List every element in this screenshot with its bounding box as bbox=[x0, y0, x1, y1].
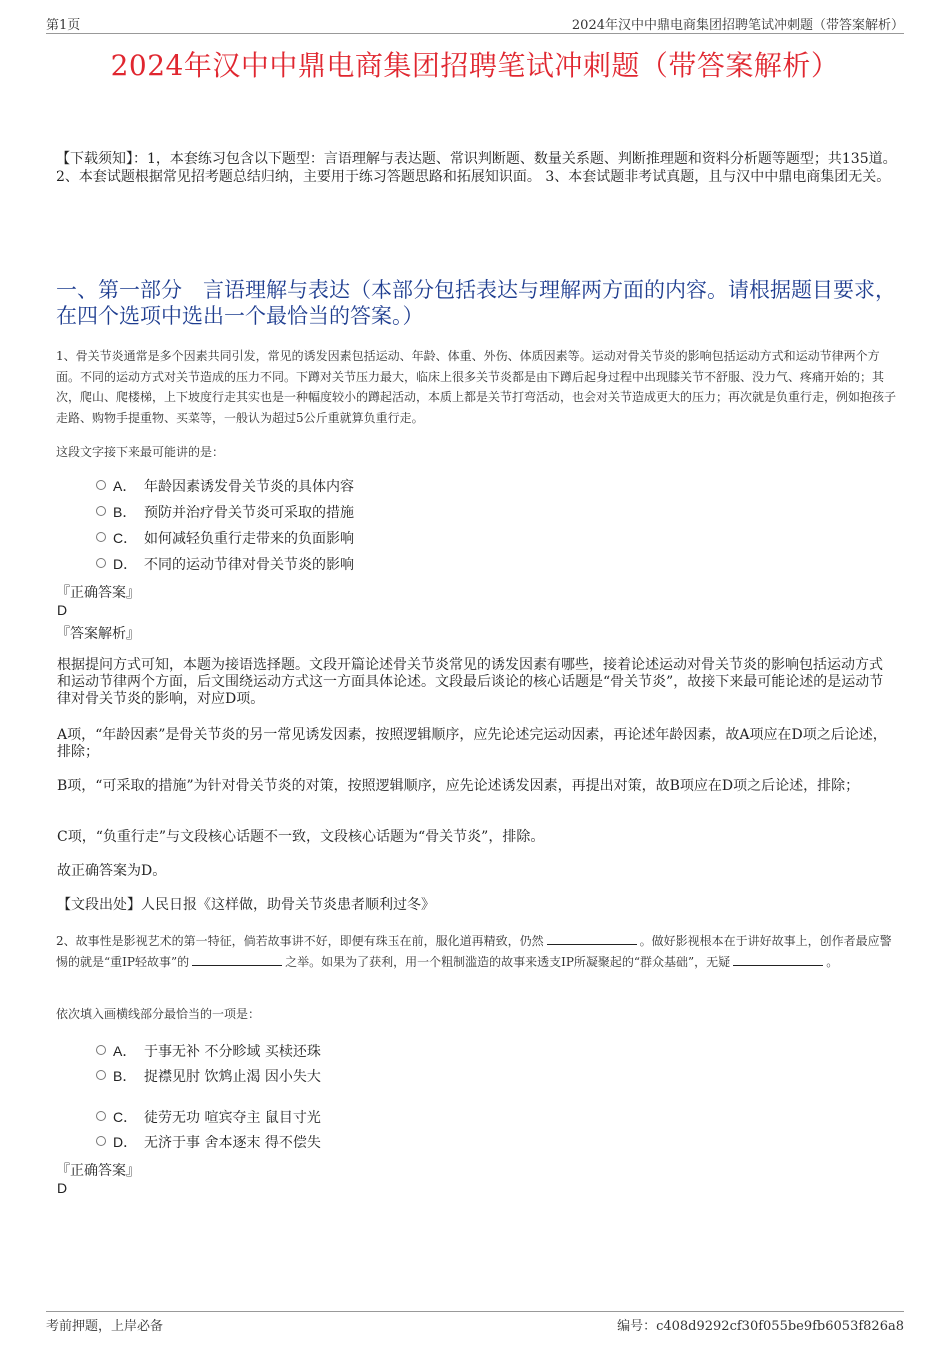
header-doc-title: 2024年汉中中鼎电商集团招聘笔试冲刺题（带答案解析） bbox=[571, 18, 904, 33]
q1-option-c[interactable]: C． 如何减轻负重行走带来的负面影响 bbox=[96, 529, 354, 548]
q1-analysis-para: C项，“负重行走”与文段核心话题不一致，文段核心话题为“骨关节炎”，排除。 bbox=[57, 829, 545, 845]
header-page-number: 第1页 bbox=[46, 18, 81, 33]
q1-source: 【文段出处】人民日报《这样做，助骨关节炎患者顺利过冬》 bbox=[57, 897, 435, 913]
q1-answer-label: 『正确答案』 bbox=[56, 585, 140, 601]
footer-divider bbox=[46, 1311, 904, 1312]
radio-icon[interactable] bbox=[96, 506, 106, 516]
q2-option-c[interactable]: C． 徒劳无功 喧宾夺主 鼠目寸光 bbox=[96, 1108, 321, 1127]
q1-option-a[interactable]: A． 年龄因素诱发骨关节炎的具体内容 bbox=[96, 477, 354, 496]
fill-blank bbox=[192, 953, 282, 966]
header-divider bbox=[46, 33, 904, 34]
q1-option-b[interactable]: B． 预防并治疗骨关节炎可采取的措施 bbox=[96, 503, 354, 522]
fill-blank bbox=[733, 953, 823, 966]
question-2-text: 2、故事性是影视艺术的第一特征，倘若故事讲不好，即便有珠玉在前，服化道再精致，仍然 。做好影视根本在于讲好故事上，创作者最应警惕的就是“重IP轻故事”的 之举。如果为了获利，用一个粗制滥造的故事来透支IP所凝聚起的“群众基础”，无疑 。 bbox=[56, 934, 892, 969]
page-title: 2024年汉中中鼎电商集团招聘笔试冲刺题（带答案解析） bbox=[110, 49, 840, 82]
question-1-prompt: 这段文字接下来最可能讲的是： bbox=[56, 445, 225, 459]
radio-icon[interactable] bbox=[96, 480, 106, 490]
q1-analysis-para: 根据提问方式可知，本题为接语选择题。文段开篇论述骨关节炎常见的诱发因素有哪些，接着论述运动对骨关节炎的影响包括运动方式和运动节律两个方面，后文围绕运动方式这一方面具体论述。文段最后谈论的核心话题是“骨关节炎”，故接下来最可能论述的是运动节律对骨关节炎的影响，对应D项。 bbox=[57, 657, 884, 707]
radio-icon[interactable] bbox=[96, 532, 106, 542]
q2-answer: D bbox=[57, 1180, 68, 1196]
question-1-text: 1、骨关节炎通常是多个因素共同引发，常见的诱发因素包括运动、年龄、体重、外伤、体质因素等。运动对骨关节炎的影响包括运动方式和运动节律两个方面。不同的运动方式对关节造成的压力不同。下蹲对关节压力最大，临床上很多关节炎都是由下蹲后起身过程中出现膝关节不舒服、没力气、疼痛开始的；其次，爬山、爬楼梯，上下坡度行走其实也是一种幅度较小的蹲起活动，本质上都是关节打弯活动，也会对关节造成更大的压力；再次就是负重行走，例如抱孩子走路、购物手提重物、买菜等，一般认为超过5公斤重就算负重行走。 bbox=[56, 349, 897, 425]
radio-icon[interactable] bbox=[96, 1070, 106, 1080]
q1-analysis-para: A项，“年龄因素”是骨关节炎的另一常见诱发因素，按照逻辑顺序，应先论述完运动因素，再论述年龄因素，故A项应在D项之后论述，排除； bbox=[57, 727, 887, 760]
q2-option-a[interactable]: A． 于事无补 不分畛域 买椟还珠 bbox=[96, 1042, 321, 1061]
q2-option-b[interactable]: B． 捉襟见肘 饮鸩止渴 因小失大 bbox=[96, 1067, 321, 1086]
download-notice: 【下载须知】：1，本套练习包含以下题型：言语理解与表达题、常识判断题、数量关系题、判断推理题和资料分析题等题型；共135道。 2、本套试题根据常见招考题总结归纳，主要用于练习答题思路和拓展知识面。 3、本套试题非考试真题，且与汉中中鼎电商集团无关。 bbox=[56, 151, 897, 185]
q1-analysis-para: B项，“可采取的措施”为针对骨关节炎的对策，按照逻辑顺序，应先论述诱发因素，再提出对策，故B项应在D项之后论述，排除； bbox=[57, 778, 860, 794]
q1-answer: D bbox=[57, 602, 68, 618]
q2-option-d[interactable]: D． 无济于事 舍本逐末 得不偿失 bbox=[96, 1133, 321, 1152]
fill-blank bbox=[547, 932, 637, 945]
radio-icon[interactable] bbox=[96, 1111, 106, 1121]
section-heading: 一、第一部分 言语理解与表达（本部分包括表达与理解两方面的内容。请根据题目要求，在四个选项中选出一个最恰当的答案。） bbox=[56, 278, 896, 328]
footer-code: 编号：c408d9292cf30f055be9fb6053f826a8 bbox=[617, 1319, 904, 1334]
q1-analysis-para: 故正确答案为D。 bbox=[57, 863, 167, 879]
radio-icon[interactable] bbox=[96, 1136, 106, 1146]
footer-slogan: 考前押题，上岸必备 bbox=[46, 1319, 164, 1334]
q1-option-d[interactable]: D． 不同的运动节律对骨关节炎的影响 bbox=[96, 555, 354, 574]
radio-icon[interactable] bbox=[96, 558, 106, 568]
radio-icon[interactable] bbox=[96, 1045, 106, 1055]
q2-answer-label: 『正确答案』 bbox=[56, 1163, 140, 1179]
question-2-prompt: 依次填入画横线部分最恰当的一项是： bbox=[56, 1007, 261, 1021]
q1-analysis-label: 『答案解析』 bbox=[56, 626, 140, 642]
